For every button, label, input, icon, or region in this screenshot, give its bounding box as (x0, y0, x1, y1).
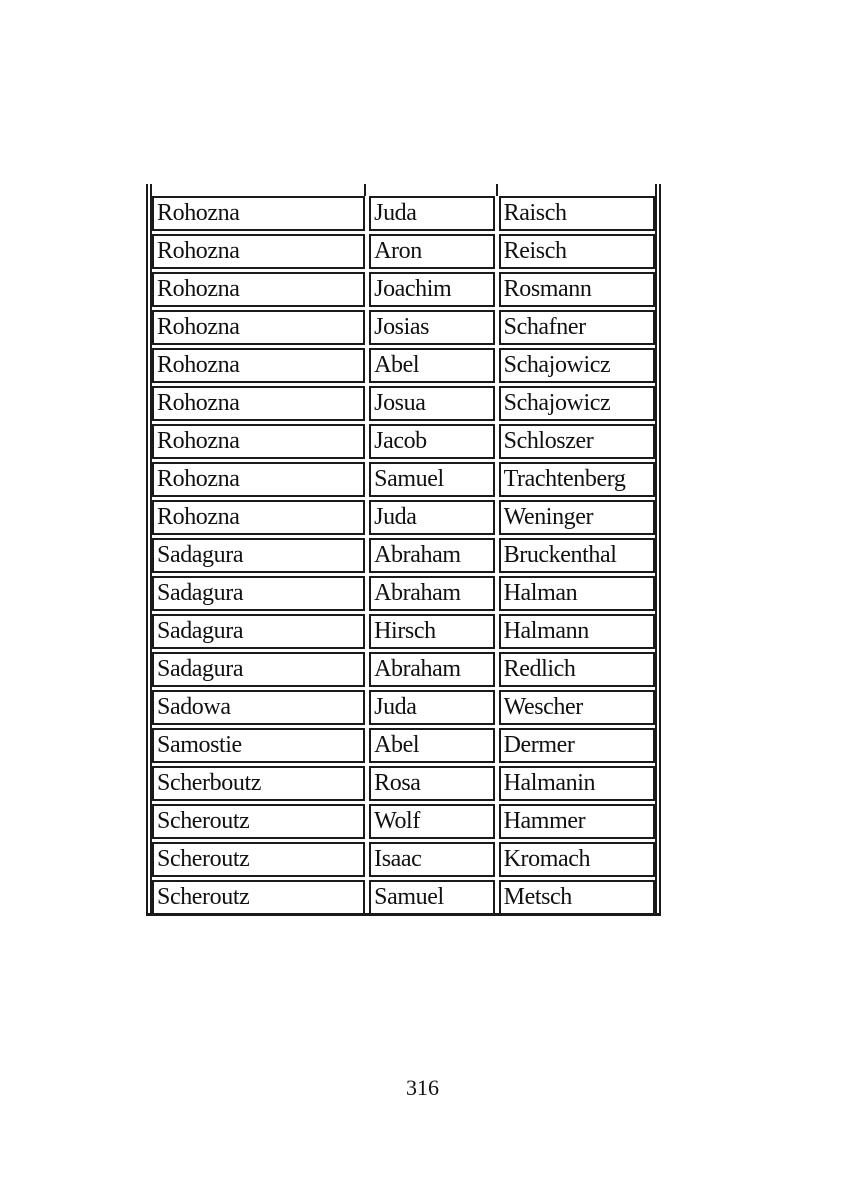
given-name-cell: Hirsch (369, 614, 495, 649)
table-body (152, 196, 655, 918)
table-row (152, 538, 655, 576)
given-name-cell: Josua (369, 386, 495, 421)
table-left-border (146, 184, 148, 916)
column-divider-stub (496, 184, 498, 196)
surname-cell: Dermer (499, 728, 655, 763)
given-name-cell: Juda (369, 500, 495, 535)
given-name-cell: Abel (369, 348, 495, 383)
surname-cell: Hammer (499, 804, 655, 839)
surname-cell: Kromach (499, 842, 655, 877)
table-right-border-inner (655, 184, 657, 916)
place-cell: Rohozna (152, 196, 365, 231)
place-cell: Sadowa (152, 690, 365, 725)
surname-cell: Halman (499, 576, 655, 611)
place-cell: Sadagura (152, 652, 365, 687)
table-row (152, 842, 655, 880)
place-cell: Scherboutz (152, 766, 365, 801)
given-name-cell: Juda (369, 196, 495, 231)
surname-cell: Trachtenberg (499, 462, 655, 497)
surname-cell: Schloszer (499, 424, 655, 459)
surname-cell: Halmanin (499, 766, 655, 801)
place-cell: Rohozna (152, 424, 365, 459)
place-cell: Rohozna (152, 348, 365, 383)
place-cell: Sadagura (152, 538, 365, 573)
given-name-cell: Juda (369, 690, 495, 725)
given-name-cell: Josias (369, 310, 495, 345)
surname-cell: Raisch (499, 196, 655, 231)
given-name-cell: Wolf (369, 804, 495, 839)
table-row (152, 310, 655, 348)
given-name-cell: Joachim (369, 272, 495, 307)
place-cell: Scheroutz (152, 880, 365, 915)
table-row (152, 804, 655, 842)
records-table (146, 184, 661, 916)
table-row (152, 652, 655, 690)
table-right-border (659, 184, 661, 916)
place-cell: Rohozna (152, 310, 365, 345)
given-name-cell: Samuel (369, 462, 495, 497)
place-cell: Scheroutz (152, 804, 365, 839)
table-row (152, 386, 655, 424)
table-row (152, 576, 655, 614)
table-row (152, 234, 655, 272)
given-name-cell: Rosa (369, 766, 495, 801)
table-row (152, 348, 655, 386)
table-row (152, 196, 655, 234)
given-name-cell: Jacob (369, 424, 495, 459)
given-name-cell: Abraham (369, 576, 495, 611)
place-cell: Rohozna (152, 386, 365, 421)
surname-cell: Schafner (499, 310, 655, 345)
place-cell: Scheroutz (152, 842, 365, 877)
table-row (152, 500, 655, 538)
surname-cell: Reisch (499, 234, 655, 269)
table-row (152, 728, 655, 766)
given-name-cell: Aron (369, 234, 495, 269)
table-row (152, 690, 655, 728)
surname-cell: Halmann (499, 614, 655, 649)
given-name-cell: Abel (369, 728, 495, 763)
table-row (152, 614, 655, 652)
given-name-cell: Samuel (369, 880, 495, 915)
given-name-cell: Isaac (369, 842, 495, 877)
given-name-cell: Abraham (369, 538, 495, 573)
table-row (152, 880, 655, 918)
surname-cell: Schajowicz (499, 348, 655, 383)
table-row (152, 462, 655, 500)
place-cell: Rohozna (152, 462, 365, 497)
table-row (152, 272, 655, 310)
table-row (152, 424, 655, 462)
column-divider-stub (364, 184, 366, 196)
place-cell: Samostie (152, 728, 365, 763)
surname-cell: Metsch (499, 880, 655, 915)
surname-cell: Redlich (499, 652, 655, 687)
place-cell: Rohozna (152, 234, 365, 269)
place-cell: Sadagura (152, 576, 365, 611)
surname-cell: Bruckenthal (499, 538, 655, 573)
place-cell: Sadagura (152, 614, 365, 649)
place-cell: Rohozna (152, 272, 365, 307)
surname-cell: Rosmann (499, 272, 655, 307)
table-row (152, 766, 655, 804)
surname-cell: Schajowicz (499, 386, 655, 421)
place-cell: Rohozna (152, 500, 365, 535)
surname-cell: Wescher (499, 690, 655, 725)
page-number: 316 (406, 1075, 439, 1100)
given-name-cell: Abraham (369, 652, 495, 687)
surname-cell: Weninger (499, 500, 655, 535)
